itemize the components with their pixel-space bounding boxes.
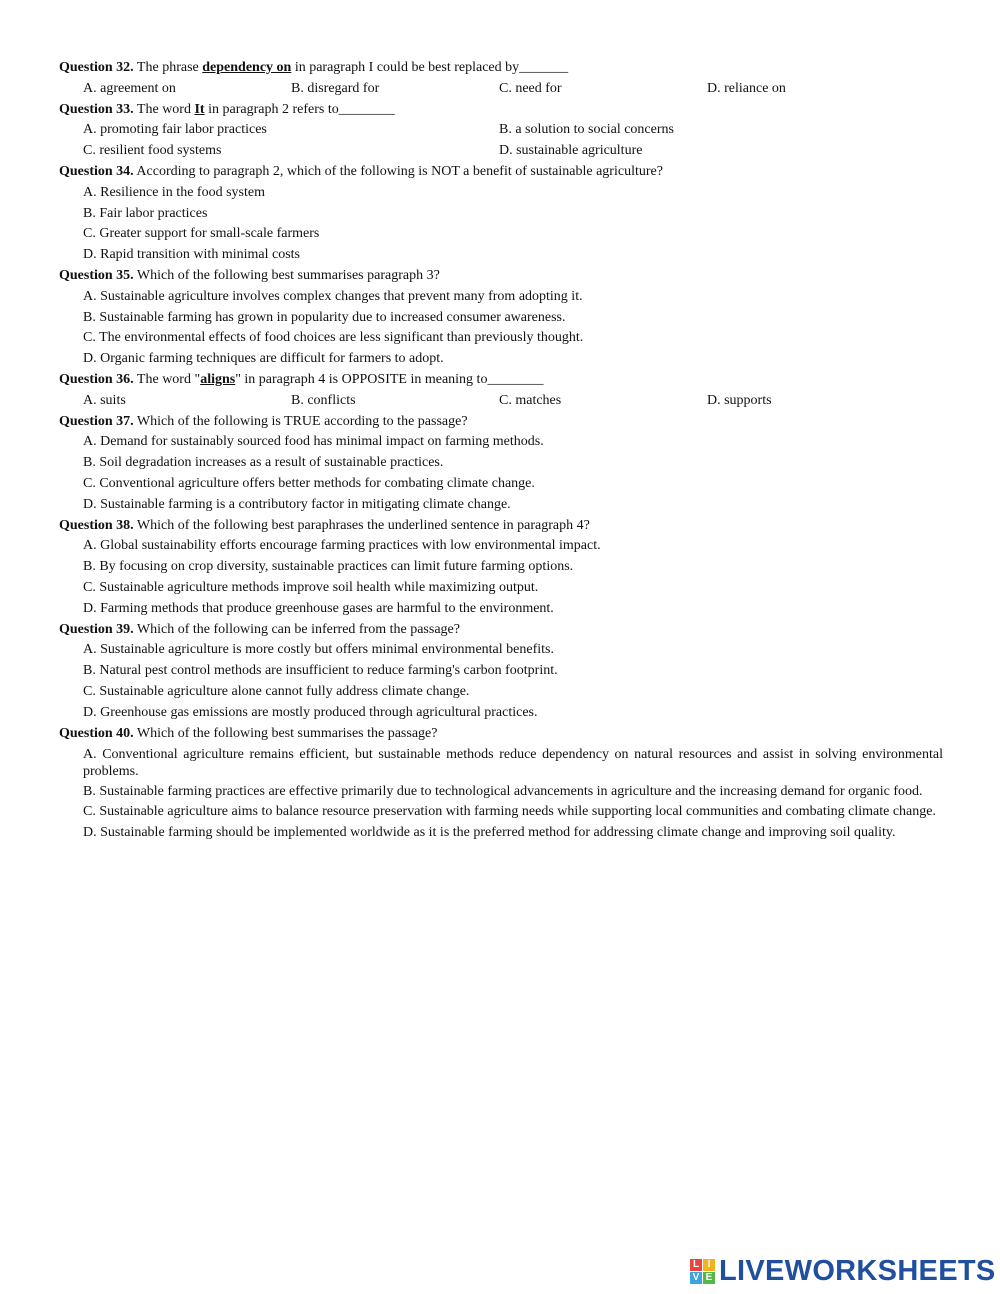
option-b[interactable]: B. Natural pest control methods are insufficient to reduce farming's carbon footprint.	[83, 663, 558, 679]
option-d[interactable]: D. supports	[707, 392, 772, 408]
question-37: Question 37. Which of the following is TRUE according to the passage?	[59, 413, 468, 429]
worksheet	[59, 58, 943, 844]
options-33-row-2	[59, 141, 943, 162]
logo-mark-tile: E	[703, 1272, 715, 1284]
option-b[interactable]: B. By focusing on crop diversity, sustainable practices can limit future farming options.	[83, 559, 574, 575]
options-36	[59, 391, 943, 412]
option-a[interactable]: A. Sustainable agriculture is more costly but offers minimal environmental benefits.	[83, 642, 554, 658]
option-c[interactable]: C. Sustainable agriculture alone cannot fully address climate change.	[83, 683, 470, 699]
question-32: Question 32. The phrase dependency on in paragraph I could be best replaced by_______	[59, 60, 569, 75]
option-d[interactable]: D. Sustainable farming is a contributory factor in mitigating climate change.	[83, 496, 511, 512]
option-a[interactable]: A. suits	[83, 392, 126, 408]
option-d[interactable]: D. sustainable agriculture	[499, 143, 643, 159]
option-c[interactable]: C. Greater support for small-scale farmers	[83, 226, 320, 242]
option-c[interactable]: C. Sustainable agriculture methods improve soil health while maximizing output.	[83, 579, 539, 595]
question-34: Question 34. According to paragraph 2, which of the following is NOT a benefit of sustainable agriculture?	[59, 163, 663, 179]
question-39: Question 39. Which of the following can be inferred from the passage?	[59, 621, 460, 637]
option-a[interactable]: A. Sustainable agriculture involves complex changes that prevent many from adopting it.	[83, 288, 583, 304]
option-b[interactable]: B. Sustainable farming has grown in popularity due to increased consumer awareness.	[83, 309, 566, 325]
option-b[interactable]: B. Sustainable farming practices are effective primarily due to technological advancements in agriculture and the increasing demand for organic food.	[83, 784, 923, 800]
option-c[interactable]: C. matches	[499, 392, 562, 408]
option-d[interactable]: D. Sustainable farming should be implemented worldwide as it is the preferred method for addressing climate change and improving soil quality.	[83, 825, 896, 841]
question-38: Question 38. Which of the following best paraphrases the underlined sentence in paragraph 4?	[59, 517, 590, 533]
option-a[interactable]: A. Conventional agriculture remains efficient, but sustainable methods reduce dependency on natural resources and assist in solving environmental problems.	[83, 747, 943, 780]
option-a[interactable]: A. promoting fair labor practices	[83, 122, 267, 138]
options-33-row-1	[59, 120, 943, 141]
option-c[interactable]: C. resilient food systems	[83, 143, 222, 159]
question-36: Question 36. The word "aligns" in paragraph 4 is OPPOSITE in meaning to________	[59, 371, 544, 387]
key-word: aligns	[200, 371, 236, 387]
option-b[interactable]: B. Soil degradation increases as a result of sustainable practices.	[83, 455, 444, 471]
logo-mark-tile: L	[690, 1259, 702, 1271]
option-b[interactable]: B. a solution to social concerns	[499, 122, 674, 138]
options-32	[59, 79, 943, 100]
question-40: Question 40. Which of the following best summarises the passage?	[59, 725, 438, 741]
key-word: It	[194, 101, 205, 117]
logo-mark-icon	[690, 1259, 715, 1284]
logo-mark-tile: I	[703, 1259, 715, 1271]
option-b[interactable]: B. Fair labor practices	[83, 205, 208, 221]
option-a[interactable]: A. Global sustainability efforts encourage farming practices with low environmental impact.	[83, 538, 601, 554]
option-d[interactable]: D. Organic farming techniques are difficult for farmers to adopt.	[83, 351, 444, 367]
question-35: Question 35. Which of the following best summarises paragraph 3?	[59, 267, 440, 283]
option-c[interactable]: C. Sustainable agriculture aims to balance resource preservation with farming needs while supporting local communities and combating climate change.	[83, 804, 936, 820]
option-b[interactable]: B. conflicts	[291, 392, 356, 408]
logo-mark-tile: V	[690, 1272, 702, 1284]
key-phrase: dependency on	[202, 60, 292, 75]
option-d[interactable]: D. reliance on	[707, 80, 786, 96]
option-d[interactable]: D. Farming methods that produce greenhouse gases are harmful to the environment.	[83, 600, 554, 616]
option-d[interactable]: D. Rapid transition with minimal costs	[83, 247, 300, 263]
option-a[interactable]: A. agreement on	[83, 80, 176, 96]
logo-text: LIVEWORKSHEETS	[719, 1255, 996, 1287]
option-b[interactable]: B. disregard for	[291, 80, 380, 96]
option-a[interactable]: A. Resilience in the food system	[83, 184, 265, 200]
option-a[interactable]: A. Demand for sustainably sourced food has minimal impact on farming methods.	[83, 434, 544, 450]
option-c[interactable]: C. need for	[499, 80, 562, 96]
liveworksheets-logo	[690, 1255, 996, 1288]
option-c[interactable]: C. The environmental effects of food choices are less significant than previously thought.	[83, 330, 584, 346]
option-d[interactable]: D. Greenhouse gas emissions are mostly produced through agricultural practices.	[83, 704, 538, 720]
option-c[interactable]: C. Conventional agriculture offers better methods for combating climate change.	[83, 475, 535, 491]
question-33: Question 33. The word It in paragraph 2 refers to________	[59, 101, 395, 117]
